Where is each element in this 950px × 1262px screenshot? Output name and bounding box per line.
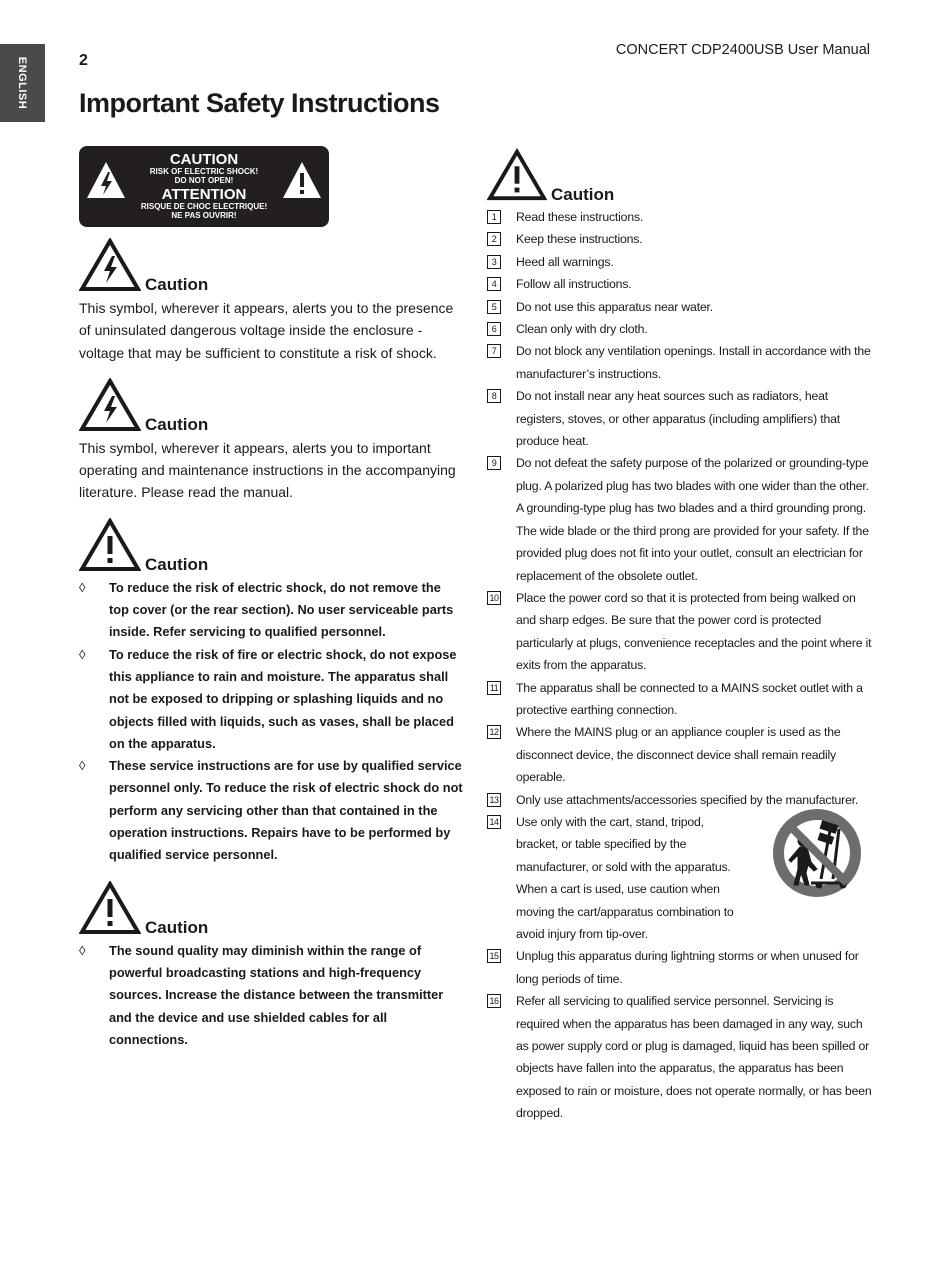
list-item — [79, 940, 464, 1051]
list-item — [487, 990, 873, 1124]
caution-label — [79, 146, 329, 227]
caution-text: This symbol, wherever it appears, alerts you to the presence of uninsulated dangerous voltage inside the enclosure - voltage that may be sufficient to constitute a risk of shock. — [79, 300, 454, 361]
item-number: 5 — [487, 300, 501, 314]
list-item — [487, 677, 873, 722]
item-number: 13 — [487, 793, 501, 807]
caution-title: Caution — [145, 917, 209, 937]
list-item — [487, 811, 873, 945]
item-text: Where the MAINS plug or an appliance coupler is used as the disconnect device, the disconnect device shall remain readily operable. — [516, 725, 841, 785]
caution-title: Caution — [145, 554, 209, 574]
list-item — [487, 251, 873, 273]
item-text: The apparatus shall be connected to a MAINS socket outlet with a protective earthing connection. — [516, 680, 863, 717]
exclamation-warning-icon — [281, 159, 323, 201]
item-number: 7 — [487, 344, 501, 358]
diamond-bullet-icon: ◊ — [79, 579, 86, 595]
item-text: Follow all instructions. — [516, 277, 632, 292]
list-item — [487, 945, 873, 990]
bullet-text: These service instructions are for use by qualified service personnel only. To reduce the risk of electric shock do not perform any servicing other than that contained in the operation instructions. Repairs have to be performed by qualified service personnel. — [109, 758, 463, 863]
list-item — [487, 318, 873, 340]
list-item — [79, 644, 464, 755]
caution-label-line1: CAUTION — [169, 151, 239, 168]
lightning-warning-icon — [79, 378, 141, 432]
caution-label-line4: ATTENTION — [161, 186, 247, 203]
caution-title: Caution — [145, 275, 209, 294]
exclamation-warning-icon — [79, 518, 141, 572]
exclamation-warning-icon — [487, 148, 547, 202]
list-item — [79, 755, 464, 866]
lightning-warning-icon — [79, 238, 141, 292]
cart-tip-over-icon — [771, 807, 863, 899]
item-number: 15 — [487, 949, 501, 963]
item-text: Do not defeat the safety purpose of the polarized or grounding-type plug. A polarized plug has two blades with one wider than the other. A grounding-type plug has two blades and a third grounding prong. The wide blade or the third prong are provided for your safety. If the provided plug does not fit into your outlet, consult an electrician for replacement of the obsolete outlet. — [516, 456, 869, 583]
exclamation-warning-icon — [79, 881, 141, 935]
caution-label-line6: NE PAS OUVRIR! — [171, 211, 237, 220]
item-text: Keep these instructions. — [516, 232, 643, 247]
item-text: Do not use this apparatus near water. — [516, 299, 713, 314]
page-title: Important Safety Instructions — [79, 88, 440, 118]
item-text: Unplug this apparatus during lightning storms or when unused for long periods of time. — [516, 949, 859, 986]
list-item — [487, 721, 873, 788]
caution-label-line5: RISQUE DE CHOC ELECTRIQUE! — [140, 202, 268, 211]
diamond-bullet-icon: ◊ — [79, 942, 86, 958]
item-text: Use only with the cart, stand, tripod, bracket, or table specified by the manufacturer, or sold with the apparatus. When a cart is used, use caution when moving the cart/apparatus combination to avoid injury from tip-over. — [516, 814, 734, 941]
item-number: 12 — [487, 725, 501, 739]
bullet-text: To reduce the risk of fire or electric shock, do not expose this appliance to rain and moisture. The apparatus shall not be exposed to dripping or splashing liquids and no objects filled with liquids, such as vases, shall be placed on the apparatus. — [109, 646, 457, 751]
item-number: 2 — [487, 232, 501, 246]
caution-text: This symbol, wherever it appears, alerts you to important operating and maintenance instructions in the accompanying literature. Please read the manual. — [79, 439, 456, 501]
caution-title: Caution — [551, 185, 615, 204]
caution-block-manual — [79, 376, 464, 504]
manual-title: CONCERT CDP2400USB User Manual — [615, 42, 870, 58]
item-text: Only use attachments/accessories specified by the manufacturer. — [516, 792, 859, 807]
item-number: 9 — [487, 456, 501, 470]
caution-label-line3: DO NOT OPEN! — [174, 176, 234, 185]
left-column — [79, 236, 464, 1063]
list-item — [487, 385, 873, 452]
caution-bullet-list — [79, 577, 464, 867]
item-number: 3 — [487, 255, 501, 269]
diamond-bullet-icon: ◊ — [79, 758, 86, 774]
list-item — [487, 273, 873, 295]
page-number: 2 — [79, 52, 88, 69]
item-text: Place the power cord so that it is protected from being walked on and sharp edges. Be sure that the power cord is protected particularly at plugs, convenience receptacles and the point where it exits from the apparatus. — [516, 590, 872, 673]
list-item — [487, 206, 873, 228]
diamond-bullet-icon: ◊ — [79, 646, 86, 662]
item-text: Heed all warnings. — [516, 254, 614, 269]
item-number: 16 — [487, 994, 501, 1008]
item-text: Clean only with dry cloth. — [516, 322, 648, 337]
item-text: Read these instructions. — [516, 210, 644, 224]
item-text: Do not install near any heat sources such as radiators, heat registers, stoves, or other apparatus (including amplifiers) that produce heat. — [516, 389, 840, 449]
item-text: Refer all servicing to qualified service personnel. Servicing is required when the apparatus has been damaged in any way, such as power supply cord or plug is damaged, liquid has been spilled or objects have fallen into the apparatus, the apparatus has been exposed to rain or moisture, does not operate normally, or has been dropped. — [516, 994, 872, 1121]
instruction-list — [487, 206, 873, 1125]
bullet-text: The sound quality may diminish within the range of powerful broadcasting stations and high-frequency sources. Increase the distance between the transmitter and the device and use shielded cables for all connections. — [109, 942, 444, 1047]
list-item — [487, 228, 873, 250]
language-tab-label: ENGLISH — [16, 56, 29, 110]
caution-label-line2: RISK OF ELECTRIC SHOCK! — [149, 167, 259, 176]
list-item — [79, 577, 464, 644]
bullet-text: To reduce the risk of electric shock, do not remove the top cover (or the rear section). No user serviceable parts inside. Refer servicing to qualified personnel. — [109, 579, 454, 640]
lightning-warning-icon — [85, 159, 127, 201]
list-item — [487, 587, 873, 677]
item-number: 14 — [487, 815, 501, 829]
language-tab — [0, 44, 45, 122]
item-text: Do not block any ventilation openings. Install in accordance with the manufacturer’s instructions. — [516, 344, 871, 381]
caution-block-voltage — [79, 236, 464, 364]
item-number: 1 — [487, 210, 501, 224]
caution-block-service — [79, 516, 464, 867]
caution-title: Caution — [145, 414, 209, 434]
item-number: 4 — [487, 277, 501, 291]
item-number: 8 — [487, 389, 501, 403]
item-number: 11 — [487, 681, 501, 695]
right-column — [487, 148, 873, 1125]
list-item — [487, 452, 873, 586]
list-item — [487, 340, 873, 385]
caution-bullet-list — [79, 940, 464, 1051]
caution-block-sound — [79, 879, 464, 1051]
item-number: 6 — [487, 322, 501, 336]
item-number: 10 — [487, 591, 501, 605]
list-item — [487, 296, 873, 318]
